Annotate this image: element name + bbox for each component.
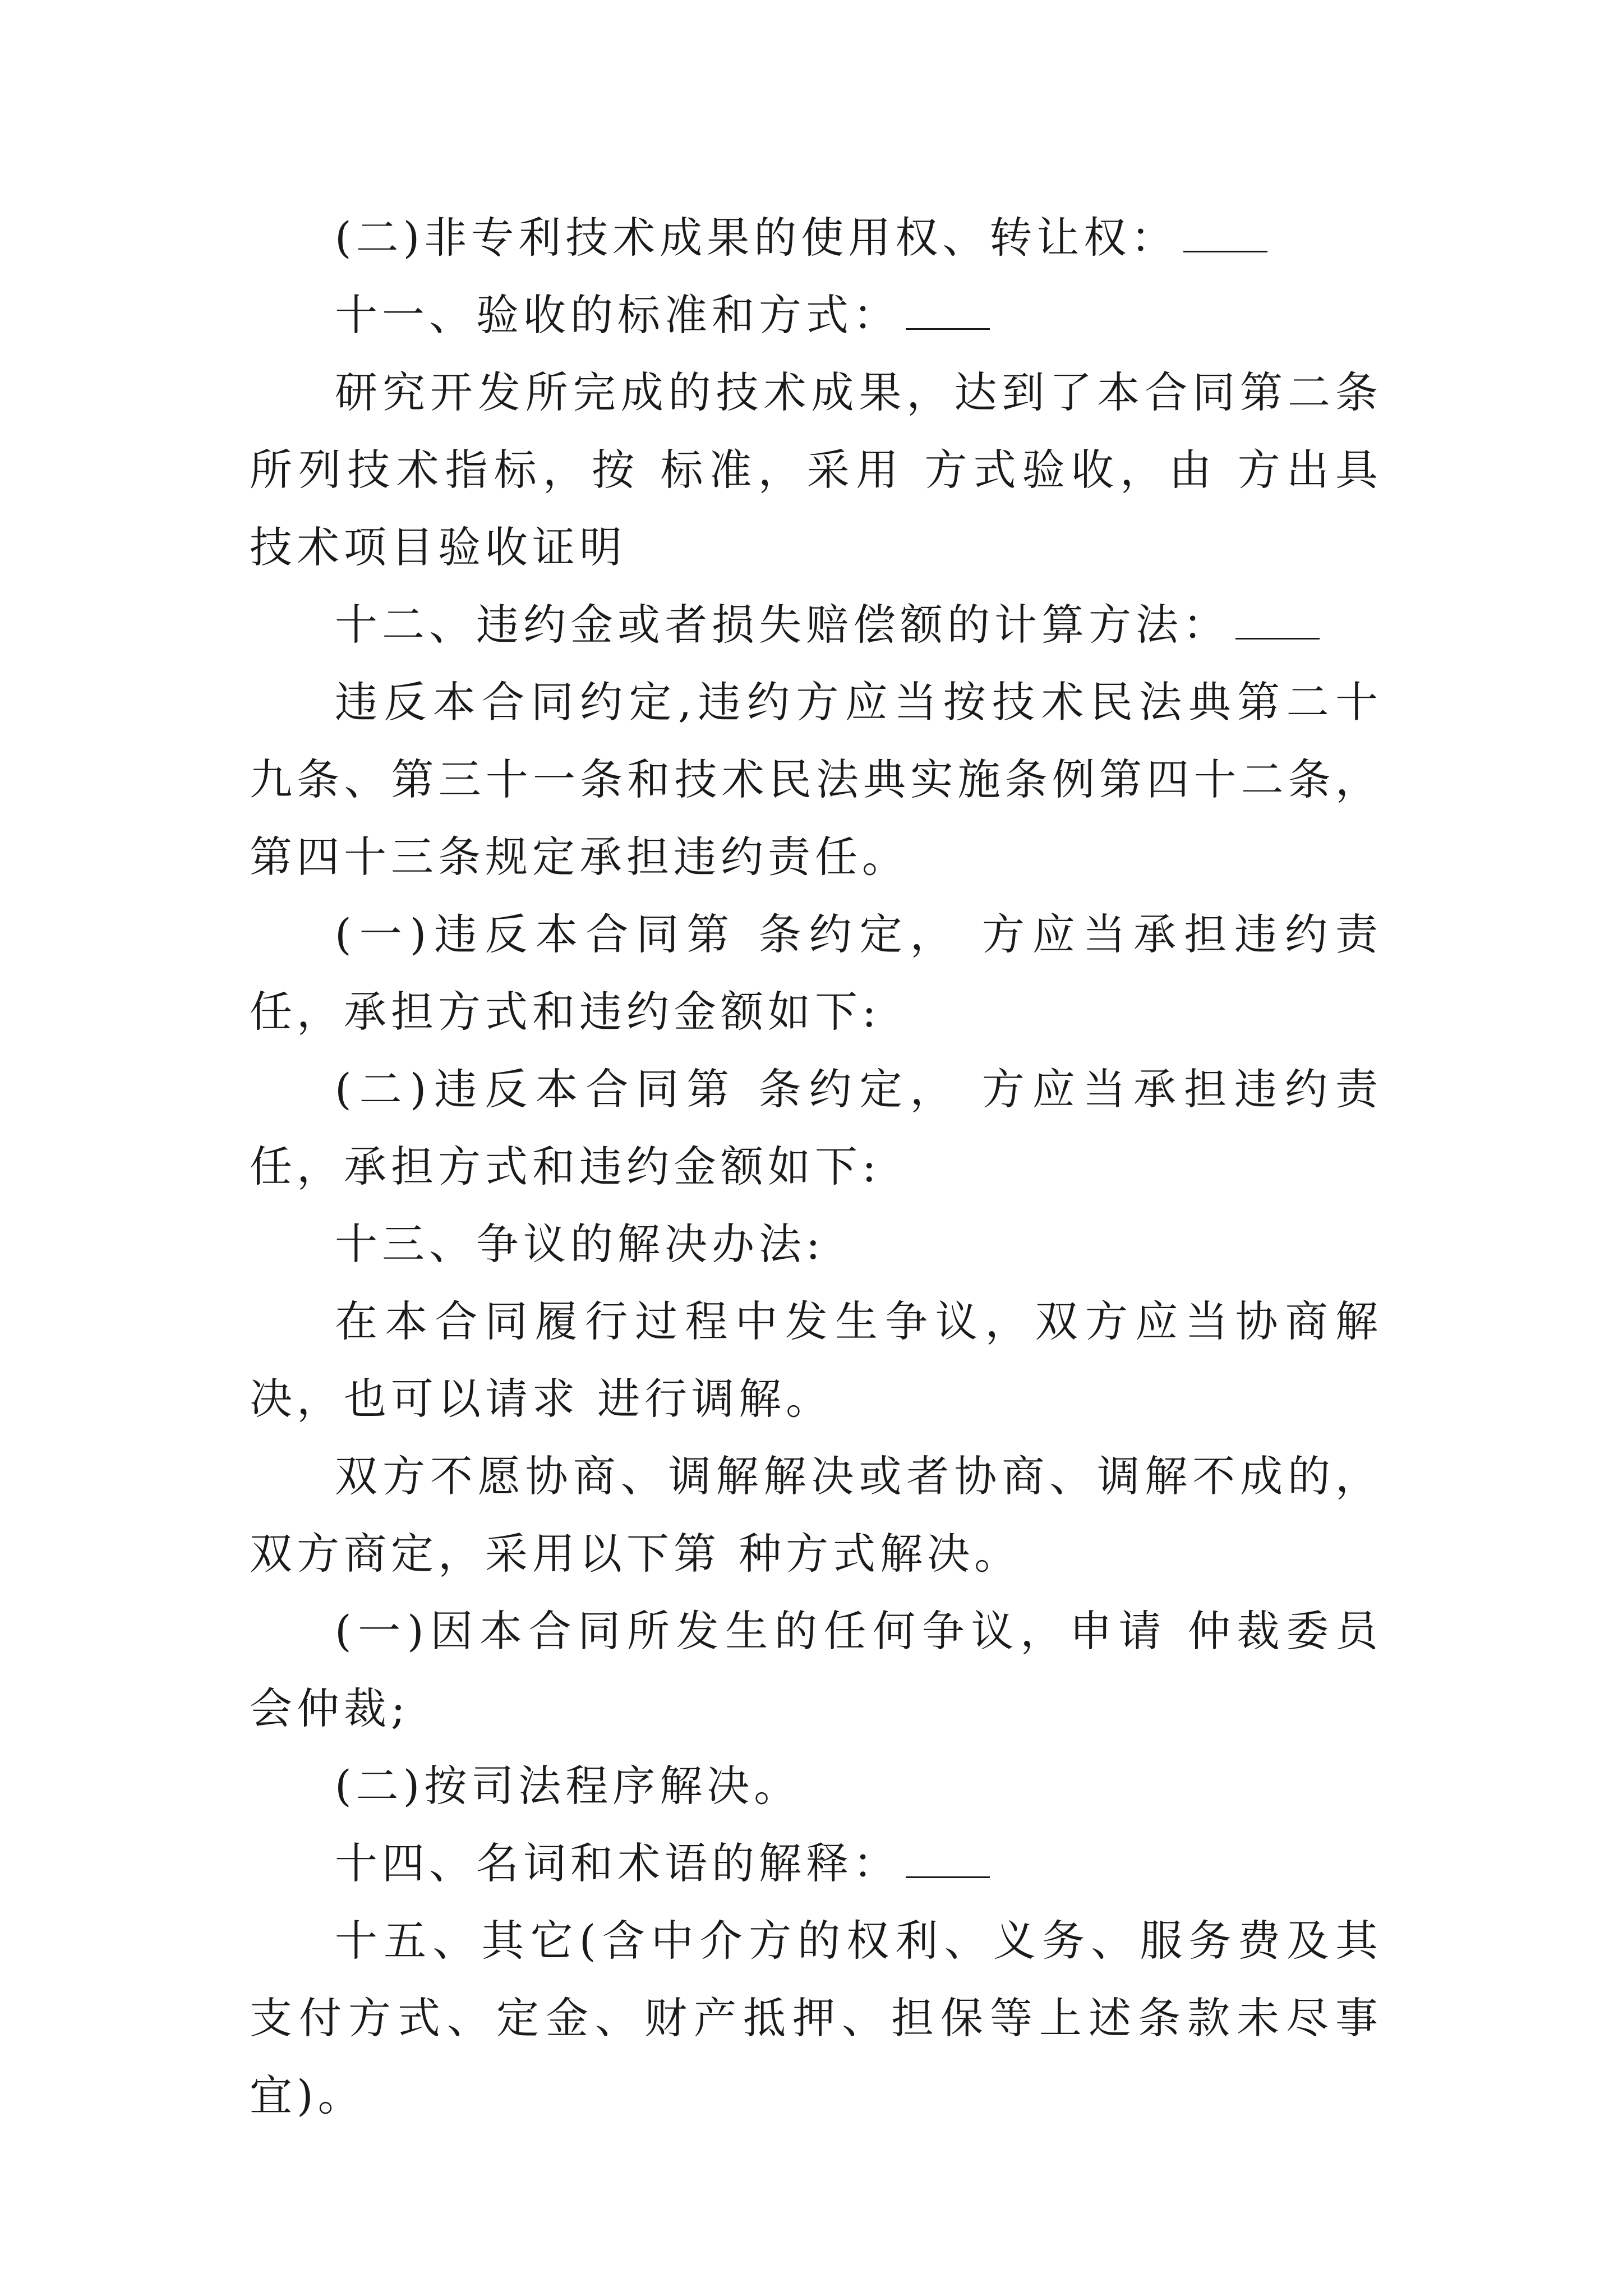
paragraph-penalty-heading: 十二、违约金或者损失赔偿额的计算方法： bbox=[250, 586, 1382, 664]
paragraph-acceptance-heading: 十一、验收的标准和方式： bbox=[250, 277, 1382, 354]
paragraph-penalty-body: 违反本合同约定,违约方应当按技术民法典第二十九条、第三十一条和技术民法典实施条例第四十二条，第四十三条规定承担违约责任。 bbox=[250, 677, 1382, 882]
paragraph-terms-heading: 十四、名词和术语的解释： bbox=[250, 1825, 1382, 1902]
document-body bbox=[250, 199, 1382, 2134]
fill-in-blank bbox=[1183, 217, 1267, 252]
fill-in-blank bbox=[1235, 604, 1320, 639]
paragraph-nonpatent-rights: (二)非专利技术成果的使用权、转让权： bbox=[250, 199, 1382, 277]
paragraph-penalty-item-1: (一)违反本合同第 条约定， 方应当承担违约责任，承担方式和违约金额如下: bbox=[250, 909, 1382, 1037]
paragraph-dispute-heading: 十三、争议的解决办法: bbox=[335, 1219, 825, 1269]
paragraph-acceptance-body: 研究开发所完成的技术成果，达到了本合同第二条所列技术指标，按 标准，采用 方式验收，由 方出具技术项目验收证明 bbox=[250, 367, 1382, 572]
paragraph-penalty-item-2: (二)违反本合同第 条约定， 方应当承担违约责任，承担方式和违约金额如下: bbox=[250, 1064, 1382, 1191]
paragraph-other-provisions: 十五、其它(含中介方的权利、义务、服务费及其支付方式、定金、财产抵押、担保等上述条款未尽事宜)。 bbox=[250, 1916, 1382, 2120]
fill-in-blank bbox=[906, 295, 990, 330]
paragraph-dispute-methods: 双方不愿协商、调解解决或者协商、调解不成的，双方商定，采用以下第 种方式解决。 bbox=[250, 1451, 1382, 1579]
paragraph-dispute-arbitration: (一)因本合同所发生的任何争议，申请 仲裁委员会仲裁; bbox=[250, 1606, 1382, 1733]
paragraph-dispute-judicial: (二)按司法程序解决。 bbox=[335, 1761, 801, 1811]
fill-in-blank bbox=[906, 1843, 990, 1878]
paragraph-dispute-negotiation: 在本合同履行过程中发生争议，双方应当协商解决，也可以请求 进行调解。 bbox=[250, 1296, 1382, 1424]
